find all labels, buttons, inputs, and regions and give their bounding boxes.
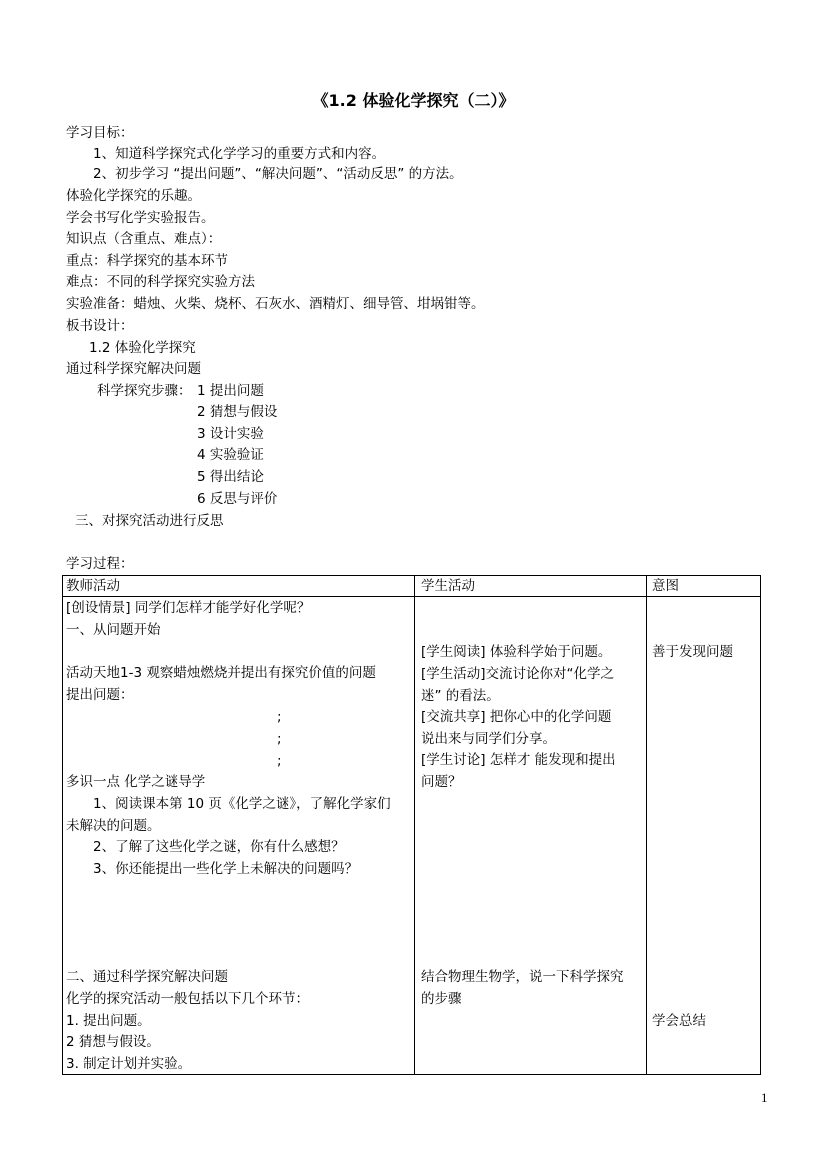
header-intent: 意图 [652,578,679,594]
teacher-line: 2、了解了这些化学之谜，你有什么感想？ [93,839,345,855]
difficulty-point: 难点：不同的科学探究实验方法 [66,274,255,290]
page-number: 1 [761,1090,768,1105]
teacher-line: 多识一点 化学之谜导学 [66,774,206,790]
experiment-preparation: 实验准备：蜡烛、火柴、烧杯、石灰水、酒精灯、细导管、坩埚钳等。 [66,296,485,312]
teacher-line: 2 猜想与假设。 [66,1034,160,1050]
teacher-line: ; [277,731,282,747]
teacher-line: 未解决的问题。 [66,818,161,834]
teacher-line: 二、通过科学探究解决问题 [66,969,228,985]
step-item: 5 得出结论 [197,469,264,485]
objective-extra: 学会书写化学实验报告。 [66,210,215,226]
step-item: 6 反思与评价 [197,491,278,507]
student-line: [学生讨论] 怎样才 能发现和提出 [421,752,616,768]
teacher-line: 1、阅读课本第 10 页《化学之谜》，了解化学家们 [93,796,391,812]
step-item: 2 猜想与假设 [197,404,278,420]
board-subtitle: 1.2 体验化学探究 [89,340,196,356]
teacher-line: ; [277,709,282,725]
teacher-line: 一、从问题开始 [66,622,161,638]
process-heading: 学习过程： [66,556,134,572]
header-teacher: 教师活动 [66,578,120,594]
process-table [62,575,761,1075]
steps-label: 科学探究步骤： [97,383,192,399]
board-heading: 板书设计： [66,318,134,334]
teacher-line: [创设情景] 同学们怎样才能学好化学呢？ [66,600,311,616]
teacher-line: ; [277,753,282,769]
objectives-heading: 学习目标： [66,125,134,141]
teacher-line: 3. 制定计划并实验。 [66,1056,192,1072]
teacher-line: 提出问题： [66,687,134,703]
step-item: 1 提出问题 [197,383,264,399]
step-item: 4 实验验证 [197,447,264,463]
intent-line: 善于发现问题 [652,644,733,660]
intent-line: 学会总结 [652,1013,706,1029]
board-line: 通过科学探究解决问题 [66,361,201,377]
knowledge-heading: 知识点（含重点、难点）： [66,231,222,247]
student-line: 问题？ [421,774,462,790]
student-line: 的步骤 [421,991,462,1007]
board-section: 三、对探究活动进行反思 [75,513,224,529]
teacher-line: 活动天地1-3 观察蜡烛燃烧并提出有探究价值的问题 [66,665,376,681]
teacher-line: 3、你还能提出一些化学上未解决的问题吗？ [93,861,359,877]
teacher-line: 1. 提出问题。 [66,1013,151,1029]
column-divider [646,576,647,1074]
student-line: [交流共享] 把你心中的化学问题 [421,709,612,725]
student-line: [学生活动]交流讨论你对“化学之 [421,666,615,682]
key-point: 重点：科学探究的基本环节 [66,253,228,269]
teacher-line: 化学的探究活动一般包括以下几个环节： [66,991,309,1007]
student-line: 说出来与同学们分享。 [421,731,556,747]
student-line: [学生阅读] 体验科学始于问题。 [421,644,612,660]
student-line: 迷” 的看法。 [421,688,500,704]
page-title: 《1.2 体验化学探究（二）》 [312,91,515,110]
objective-item: 2、初步学习 “提出问题”、“解决问题”、“活动反思” 的方法。 [93,166,463,182]
student-line: 结合物理生物学，说一下科学探究 [421,969,624,985]
step-item: 3 设计实验 [197,426,264,442]
header-student: 学生活动 [421,578,475,594]
objective-item: 1、知道科学探究式化学学习的重要方式和内容。 [93,146,386,162]
objective-extra: 体验化学探究的乐趣。 [66,188,201,204]
column-divider [414,576,415,1074]
